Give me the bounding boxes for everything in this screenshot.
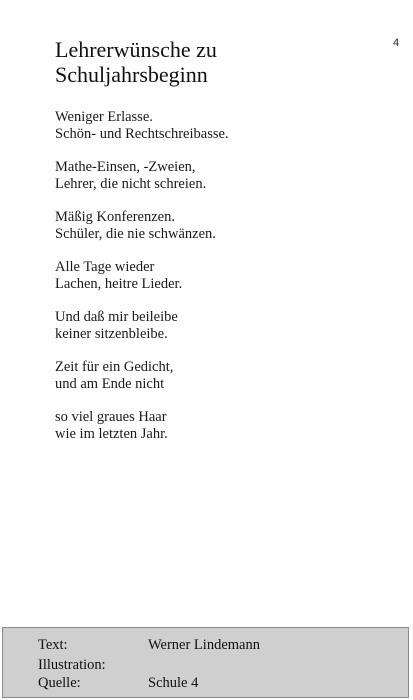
verse-line: Mathe-Einsen, -Zweien, [55,159,196,175]
verse-line: Weniger Erlasse. [55,109,153,125]
title-line: Lehrerwünsche zu [55,37,217,62]
credit-label: Illustration: [38,657,106,673]
poem-title [55,37,365,87]
verse-line: Lehrer, die nicht schreien. [55,176,207,192]
verse-line: Und daß mir beileibe [55,309,178,325]
stanza [55,259,375,293]
credit-value: Werner Lindemann [148,637,260,653]
verse-line: Zeit für ein Gedicht, [55,359,174,375]
stanza [55,109,375,143]
title-line: Schuljahrsbeginn [55,62,208,87]
verse-line: Alle Tage wieder [55,259,155,275]
stanza [55,359,375,393]
page-number: 4 [393,37,400,49]
credits-footer [2,627,409,698]
credit-row-illustration [38,655,398,675]
stanza [55,309,375,343]
verse-line: keiner sitzenbleibe. [55,326,168,342]
verse-line: Schüler, die nie schwänzen. [55,226,216,242]
stanza [55,209,375,243]
poem-body [55,109,375,459]
verse-line: Lachen, heitre Lieder. [55,276,183,292]
verse-line: Schön- und Rechtschreibasse. [55,126,229,142]
verse-line: Mäßig Konferenzen. [55,209,175,225]
verse-line: und am Ende nicht [55,376,165,392]
credit-label: Text: [38,637,68,653]
credit-row-text [38,635,398,655]
credit-value: Schule 4 [148,675,199,691]
stanza [55,159,375,193]
verse-line: wie im letzten Jahr. [55,426,168,442]
stanza [55,409,375,443]
credit-row-source [38,673,398,693]
verse-line: so viel graues Haar [55,409,167,425]
credit-label: Quelle: [38,675,81,691]
